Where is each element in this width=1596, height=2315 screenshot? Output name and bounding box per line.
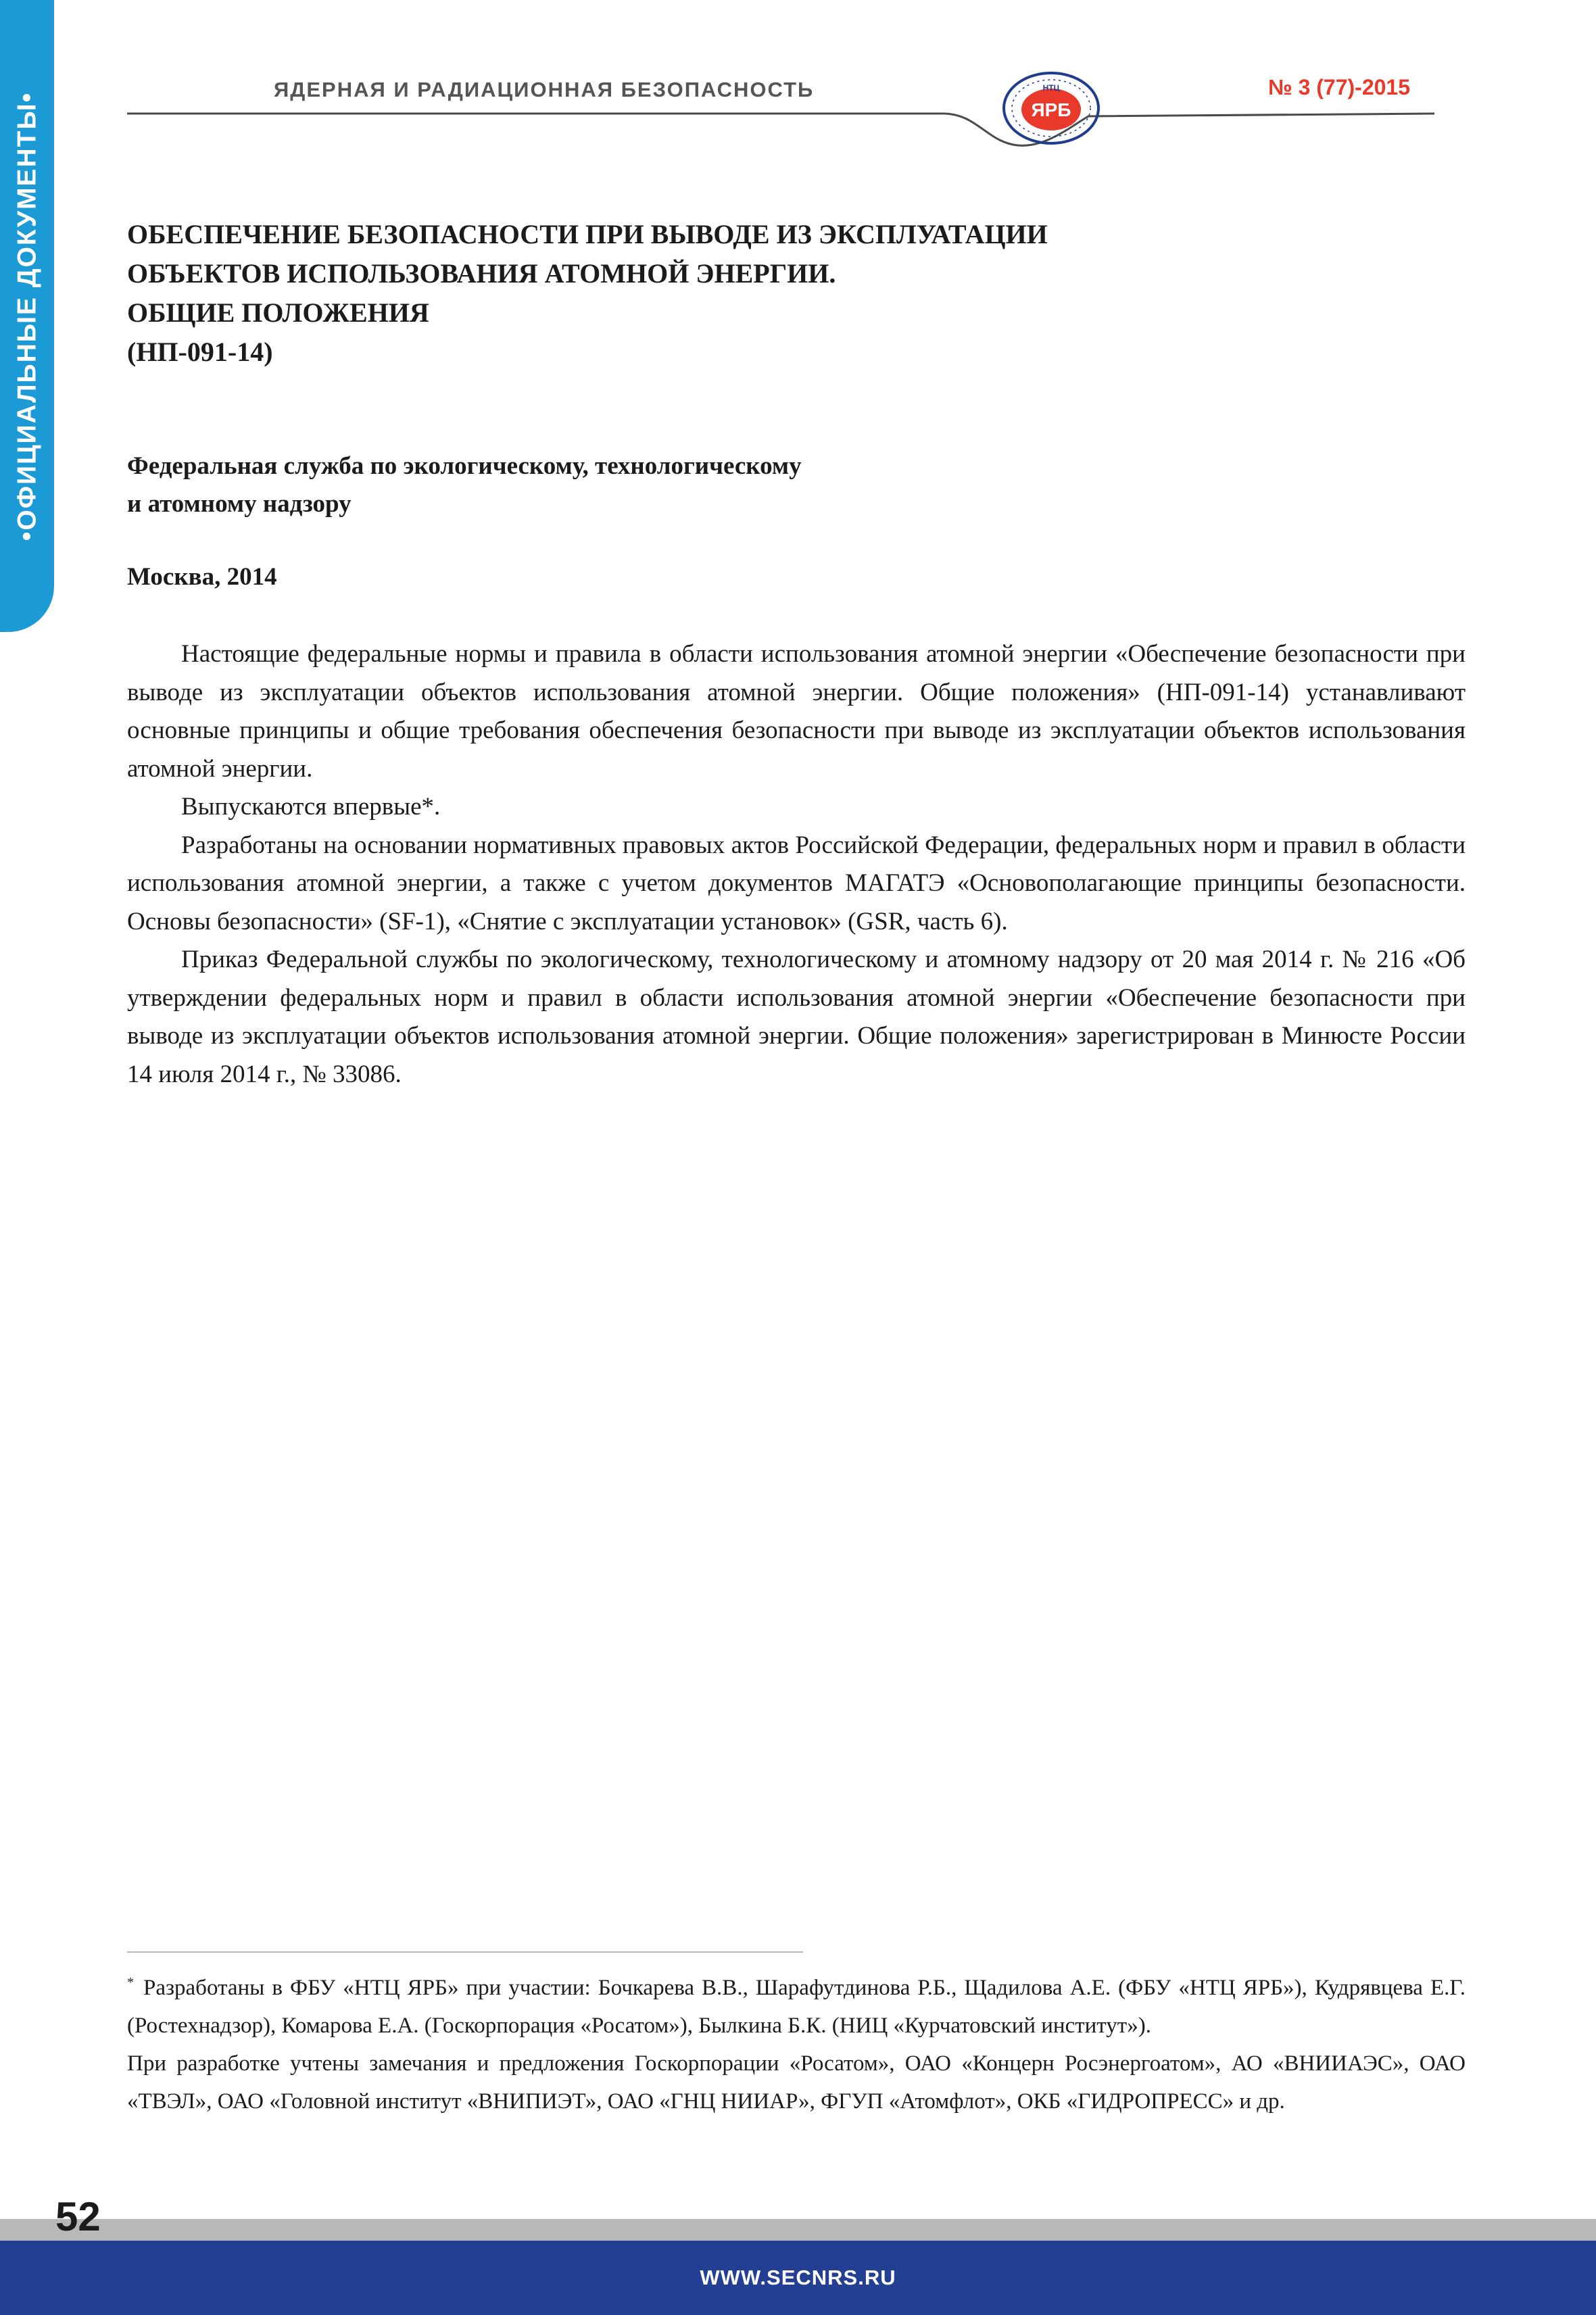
header-rule [0, 0, 1596, 162]
footer-stripe [0, 2219, 1596, 2241]
footnote-divider [127, 1951, 803, 1953]
body-paragraph: Выпускаются впервые*. [181, 793, 441, 821]
footer-band [0, 2241, 1596, 2315]
footnotes [127, 1964, 1466, 2120]
agency-line: Федеральная служба по экологическому, технологическому [127, 452, 802, 480]
body-paragraph: Приказ Федеральной службы по экологическому, технологическому и атомному надзору от 20 мая 2014 г. № 216 «Об утверждении федеральных норм и правил в области использования атомной энергии «Обеспечение безопасности при выводе из эксплуатации объектов использования атомной энергии. Общие положения» зарегистрирован в Минюсте России 14 июля 2014 г., № 33086. [127, 946, 1466, 1088]
journal-title: ЯДЕРНАЯ И РАДИАЦИОННАЯ БЕЗОПАСНОСТЬ [274, 78, 815, 101]
page-number: 52 [55, 2194, 101, 2239]
title-line: (НП-091-14) [127, 337, 273, 367]
issue-number: № 3 (77)-2015 [1268, 75, 1410, 99]
body-paragraph: Разработаны на основании нормативных правовых актов Российской Федерации, федеральных норм и правил в области использования атомной энергии, а также с учетом документов МАГАТЭ «Основополагающие принципы безопасности. Основы безопасности» (SF-1), «Снятие с эксплуатации установок» (GSR, часть 6). [127, 831, 1466, 935]
journal-logo [1004, 73, 1098, 143]
agency-line: и атомному надзору [127, 490, 352, 518]
site-url-link[interactable]: WWW.SECNRS.RU [700, 2266, 896, 2289]
title-line: ОБЕСПЕЧЕНИЕ БЕЗОПАСНОСТИ ПРИ ВЫВОДЕ ИЗ ЭКСПЛУАТАЦИИ [127, 219, 1048, 249]
footnote-text: Разработаны в ФБУ «НТЦ ЯРБ» при участии: Бочкарева В.В., Шарафутдинова Р.Б., Щадилова А.Е. (ФБУ «НТЦ ЯРБ»), Кудрявцева Е.Г. (Ростехнадзор), Комарова Е.А. (Госкорпорация «Росатом»), Былкина Б.К. (НИЦ «Курчатовский институт»). [127, 1976, 1466, 2038]
agency-name [127, 447, 1209, 523]
section-tab-label: •ОФИЦИАЛЬНЫЕ ДОКУМЕНТЫ• [12, 91, 42, 541]
city-year: Москва, 2014 [127, 563, 277, 591]
logo-small-text: НТЦ [1042, 83, 1060, 93]
title-line: ОБЩИЕ ПОЛОЖЕНИЯ [127, 297, 429, 328]
body-paragraph: Настоящие федеральные нормы и правила в области использования атомной энергии «Обеспечение безопасности при выводе из эксплуатации объектов использования атомной энергии. Общие положения» (НП-091-14) устанавливают основные принципы и общие требования обеспечения безопасности при выводе из эксплуатации объектов использования атомной энергии. [127, 640, 1466, 783]
document-title [127, 215, 1411, 372]
footnote: При разработке учтены замечания и предложения Госкорпорации «Росатом», ОАО «Концерн Росэнергоатом», АО «ВНИИАЭС», ОАО «ТВЭЛ», ОАО «Головной институт «ВНИПИЭТ», ОАО «ГНЦ НИИАР», ФГУП «Атомфлот», ОКБ «ГИДРОПРЕСС» и др. [127, 2051, 1466, 2114]
logo-text: ЯРБ [1031, 99, 1071, 120]
title-line: ОБЪЕКТОВ ИСПОЛЬЗОВАНИЯ АТОМНОЙ ЭНЕРГИИ. [127, 258, 836, 289]
footnote [127, 1964, 1466, 2045]
footnote-marker: * [127, 1975, 134, 1990]
body-text [127, 635, 1466, 1094]
